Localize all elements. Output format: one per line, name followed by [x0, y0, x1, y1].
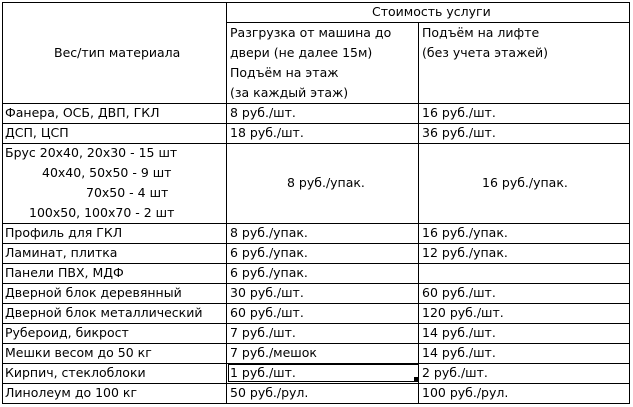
grid-line: [629, 2, 630, 404]
selected-cell-border: [228, 364, 419, 382]
header-material: Вес/тип материала: [54, 45, 181, 60]
unload-price-cell[interactable]: 6 руб./упак.: [230, 265, 308, 280]
unload-price-cell[interactable]: 7 руб./шт.: [230, 325, 296, 340]
lift-price-cell[interactable]: 14 руб./шт.: [422, 325, 496, 340]
lift-price-cell[interactable]: 36 руб./шт.: [422, 125, 496, 140]
fill-handle[interactable]: [414, 377, 419, 382]
price-table: [2, 2, 630, 404]
lift-price-cell[interactable]: 12 руб./упак.: [422, 245, 508, 260]
material-cell: Панели ПВХ, МДФ: [5, 265, 124, 280]
material-cell: Рубероид, бикрост: [5, 325, 129, 340]
header-lift-line: (без учета этажей): [422, 45, 549, 60]
lift-price-cell[interactable]: 16 руб./упак.: [422, 225, 508, 240]
unload-price-cell[interactable]: 6 руб./упак.: [230, 245, 308, 260]
header-lift-line: Подъём на лифте: [422, 25, 540, 40]
grid-line: [2, 403, 630, 404]
header-unload-line: двери (не далее 15м): [230, 45, 373, 60]
lift-price-cell[interactable]: 100 руб./рул.: [422, 385, 509, 400]
unload-price-cell[interactable]: 50 руб./рул.: [230, 385, 309, 400]
brus-line: 40х40, 50х50 - 9 шт: [42, 165, 172, 180]
header-unload-line: Разгрузка от машина до: [230, 25, 392, 40]
material-cell: Профиль для ГКЛ: [5, 225, 123, 240]
material-cell: Линолеум до 100 кг: [5, 385, 138, 400]
lift-price-cell[interactable]: 2 руб./шт.: [422, 365, 488, 380]
material-cell: Дверной блок деревянный: [5, 285, 182, 300]
header-unload-line: (за каждый этаж): [230, 85, 349, 100]
header-cost-group: Стоимость услуги: [372, 4, 491, 19]
unload-price-cell[interactable]: 60 руб./шт.: [230, 305, 304, 320]
material-cell: ДСП, ЦСП: [5, 125, 69, 140]
unload-price-cell[interactable]: 1 руб./шт.: [230, 365, 296, 380]
material-cell: Кирпич, стеклоблоки: [5, 365, 146, 380]
unload-price-cell[interactable]: 8 руб./упак.: [230, 225, 308, 240]
grid-line: [226, 2, 227, 404]
brus-line: Брус 20х40, 20х30 - 15 шт: [5, 145, 178, 160]
grid-line: [2, 2, 630, 3]
unload-price-cell[interactable]: 8 руб./шт.: [230, 105, 296, 120]
unload-price-cell[interactable]: 30 руб./шт.: [230, 285, 304, 300]
brus-line: 70х50 - 4 шт: [86, 185, 169, 200]
grid-line: [418, 22, 419, 404]
grid-line: [2, 123, 630, 124]
brus-unload-price[interactable]: 8 руб./упак.: [287, 175, 365, 190]
lift-price-cell[interactable]: 16 руб./шт.: [422, 105, 496, 120]
unload-price-cell[interactable]: 7 руб./мешок: [230, 345, 317, 360]
lift-price-cell[interactable]: 120 руб./шт.: [422, 305, 504, 320]
brus-line: 100х50, 100х70 - 2 шт: [29, 205, 175, 220]
material-cell: Дверной блок металлический: [5, 305, 203, 320]
unload-price-cell[interactable]: 18 руб./шт.: [230, 125, 304, 140]
material-cell: Фанера, ОСБ, ДВП, ГКЛ: [5, 105, 160, 120]
lift-price-cell[interactable]: 14 руб./шт.: [422, 345, 496, 360]
grid-line: [2, 2, 3, 404]
material-cell: Мешки весом до 50 кг: [5, 345, 152, 360]
material-cell: Ламинат, плитка: [5, 245, 118, 260]
brus-lift-price[interactable]: 16 руб./упак.: [482, 175, 568, 190]
lift-price-cell[interactable]: 60 руб./шт.: [422, 285, 496, 300]
header-unload-line: Подъём на этаж: [230, 65, 339, 80]
